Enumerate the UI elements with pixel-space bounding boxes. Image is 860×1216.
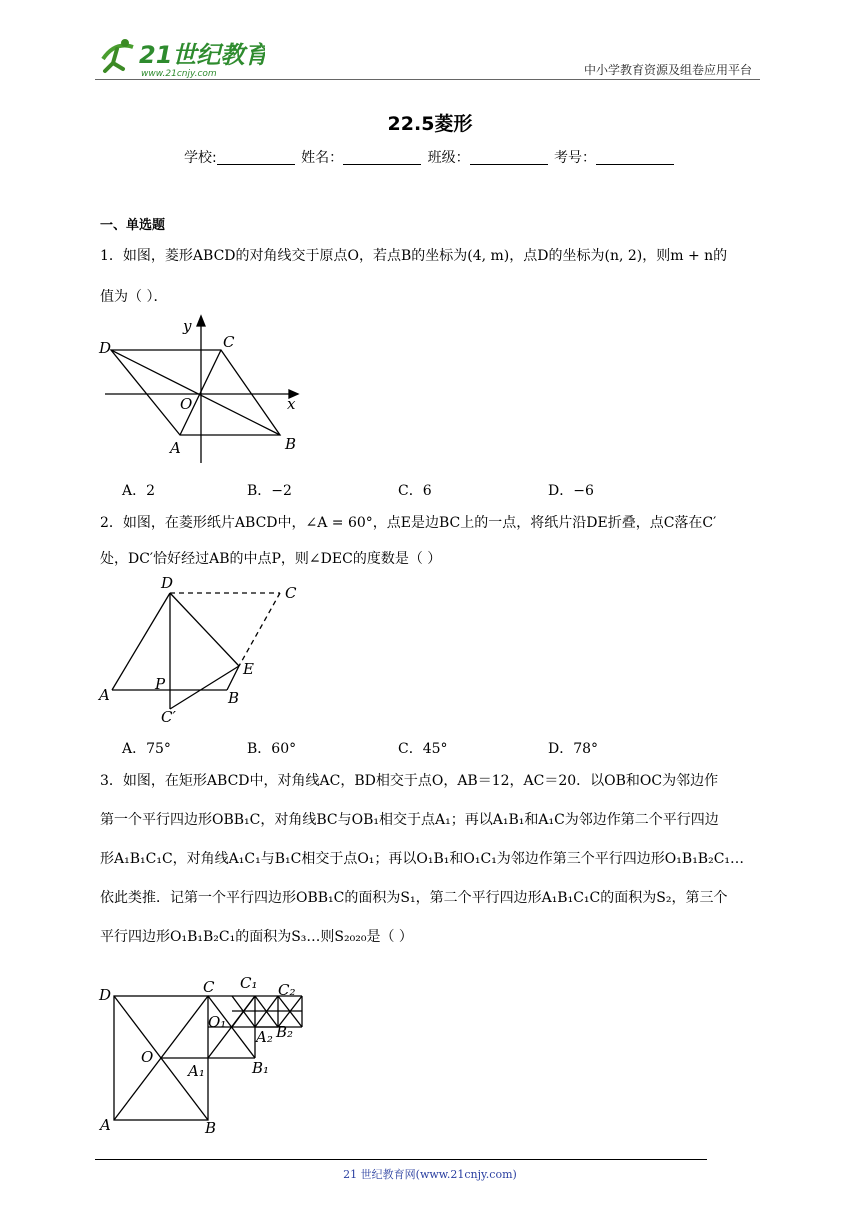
q2-option-b[interactable]: B．60° (247, 741, 297, 757)
q2-label-A: A (99, 686, 110, 704)
q3-label-A2: A₂ (256, 1028, 273, 1046)
platform-name: 中小学教育资源及组卷应用平台 (583, 63, 752, 77)
footer-text[interactable]: 21 世纪教育网(www.21cnjy.com) (343, 1168, 517, 1181)
question-2-line-2: 处，DC′恰好经过AB的中点P，则∠DEC的度数是（ ） (100, 551, 442, 567)
question-3-line-4: 依此类推．记第一个平行四边形OBB₁C的面积为S₁，第二个平行四边形A₁B₁C₁C的面积为S₂，第三个 (100, 890, 728, 906)
q2-label-C: C (285, 584, 297, 602)
q3-label-B: B (205, 1119, 217, 1137)
q2-label-E: E (243, 660, 254, 678)
q2-label-P: P (155, 675, 166, 693)
q2-label-C-prime: C′ (161, 708, 176, 726)
q3-label-B1: B₁ (252, 1059, 270, 1077)
school-field (217, 150, 295, 165)
q3-label-D: D (99, 986, 112, 1004)
q3-label-C1: C₁ (240, 974, 258, 992)
logo-url: www.21cnjy.com (141, 69, 217, 79)
question-3-line-2: 第一个平行四边形OBB₁C，对角线BC与OB₁相交于点A₁；再以A₁B₁和A₁C为邻边作第二个平行四边 (100, 812, 719, 828)
exam-no-field (596, 150, 674, 165)
q2-option-d[interactable]: D．78° (548, 741, 599, 757)
q1-label-x: x (287, 395, 296, 413)
q1-label-O: O (180, 395, 193, 413)
question-3-line-3: 形A₁B₁C₁C，对角线A₁C₁与B₁C相交于点O₁；再以O₁B₁和O₁C₁为邻边作第三个平行四边形O₁B₁B₂C₁… (100, 851, 745, 867)
name-label: 姓名： (301, 150, 344, 166)
q2-label-D: D (161, 576, 174, 592)
class-label: 班级： (427, 150, 470, 166)
q1-figure (95, 313, 310, 468)
q3-label-A1: A₁ (188, 1062, 205, 1080)
q2-figure (95, 576, 310, 726)
site-logo (95, 33, 265, 83)
page-title: 22.5菱形 (387, 113, 473, 135)
q1-label-y: y (183, 317, 192, 335)
q3-label-C2: C₂ (278, 981, 296, 999)
q1-label-D: D (99, 339, 112, 357)
q1-label-B: B (285, 435, 297, 453)
q1-option-b[interactable]: B．−2 (247, 483, 292, 499)
section-heading: 一、单选题 (100, 218, 166, 233)
q1-option-d[interactable]: D．−6 (548, 483, 594, 499)
q3-label-C: C (203, 978, 215, 996)
question-3-line-1: 3．如图，在矩形ABCD中，对角线AC，BD相交于点O，AB＝12，AC＝20．以OB和OC为邻边作 (100, 773, 719, 789)
q3-label-B2: B₂ (276, 1023, 294, 1041)
q2-option-c[interactable]: C．45° (398, 741, 448, 757)
footer-divider (95, 1159, 707, 1160)
question-1-line-2: 值为（ ）． (100, 289, 168, 305)
question-3-line-5: 平行四边形O₁B₁B₂C₁的面积为S₃…则S₂₀₂₀是（ ） (100, 929, 413, 945)
student-info (0, 147, 860, 167)
q1-option-c[interactable]: C．6 (398, 483, 432, 499)
q3-figure (95, 970, 310, 1140)
q2-label-B: B (228, 689, 240, 707)
q3-label-O1: O₁ (208, 1013, 227, 1031)
school-label: 学校: (183, 150, 217, 166)
q1-label-A: A (170, 439, 181, 457)
q3-label-A: A (100, 1116, 111, 1134)
name-field (343, 150, 421, 165)
q2-option-a[interactable]: A．75° (122, 741, 171, 757)
class-field (470, 150, 548, 165)
q1-label-C: C (223, 333, 235, 351)
question-2-line-1: 2．如图，在菱形纸片ABCD中，∠A = 60°，点E是边BC上的一点，将纸片沿DE折叠，点C落在C′ (100, 515, 717, 531)
exam-no-label: 考号： (554, 150, 597, 166)
q3-label-O: O (141, 1048, 154, 1066)
q1-option-a[interactable]: A．2 (122, 483, 156, 499)
question-1-line-1: 1．如图，菱形ABCD的对角线交于原点O，若点B的坐标为(4, m)，点D的坐标为(n, 2)，则m + n的 (100, 248, 728, 264)
logo-text: 21世纪教育 (139, 41, 265, 69)
header-divider (95, 79, 760, 80)
